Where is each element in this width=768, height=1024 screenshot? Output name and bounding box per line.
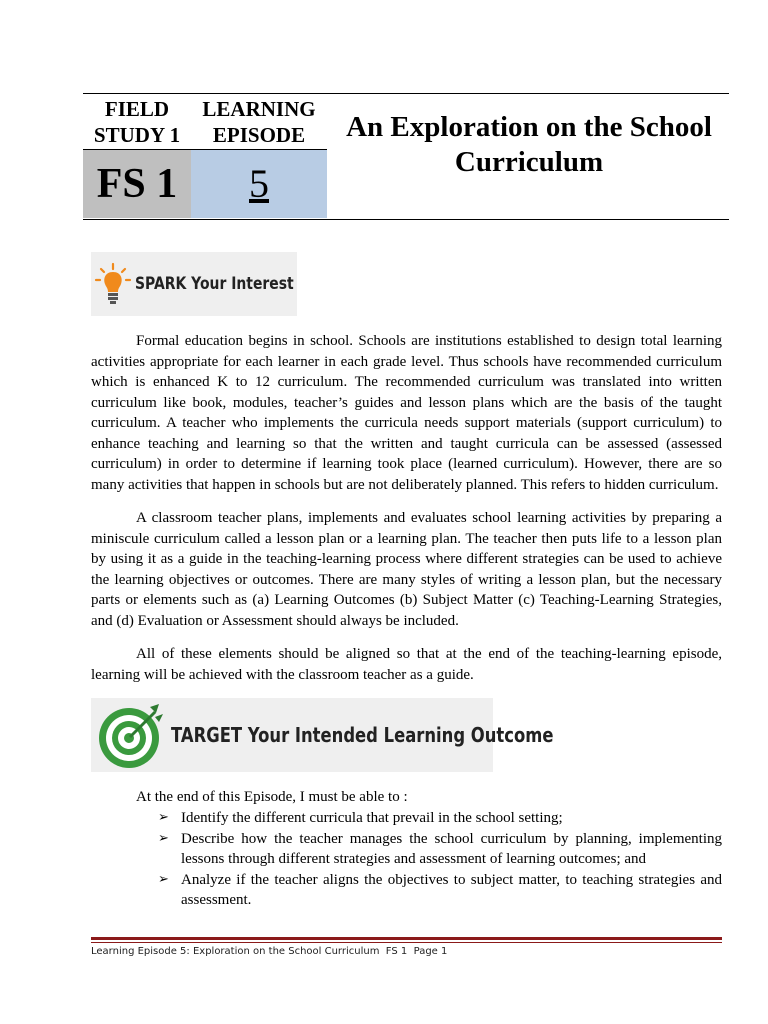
outcomes-list bbox=[158, 808, 722, 911]
target-banner-text: TARGET Your Intended Learning Outcome bbox=[171, 723, 554, 747]
footer-rule-thin bbox=[91, 942, 722, 943]
intro-paragraph-3 bbox=[91, 644, 722, 685]
arrow-bullet-icon: ➢ bbox=[158, 830, 169, 846]
episode-number: 5 bbox=[191, 150, 327, 218]
arrow-bullet-icon: ➢ bbox=[158, 810, 169, 825]
paragraph-3-text: All of these elements should be aligned so that at the end of the teaching-learning episode, learning will be achieved with the classroom teacher as a guide. bbox=[91, 646, 722, 683]
list-item bbox=[158, 870, 722, 911]
outcome-text: Analyze if the teacher aligns the objectives to subject matter, to teaching strategies and assessment. bbox=[181, 871, 722, 908]
outcome-text: Identify the different curricula that prevail in the school setting; bbox=[181, 810, 563, 826]
learning-episode-label bbox=[191, 96, 327, 148]
intro-paragraph-1 bbox=[91, 331, 722, 495]
target-outcome-banner bbox=[91, 698, 554, 772]
learning-label-line2: EPISODE bbox=[212, 123, 306, 147]
spark-interest-banner bbox=[91, 252, 297, 316]
course-code: FS 1 bbox=[83, 150, 191, 218]
outcome-text: Describe how the teacher manages the school curriculum by planning, implementing lessons through different strategies and assessment of learning outcomes; and bbox=[181, 830, 722, 867]
field-label-line1: FIELD bbox=[104, 97, 170, 121]
target-icon bbox=[93, 700, 165, 770]
outcomes-intro: At the end of this Episode, I must be able to : bbox=[136, 789, 408, 805]
intro-paragraph-2 bbox=[91, 508, 722, 631]
page-footer: Learning Episode 5: Exploration on the School Curriculum FS 1 Page 1 bbox=[91, 946, 448, 957]
field-label-line2: STUDY 1 bbox=[93, 123, 181, 147]
arrow-bullet-icon: ➢ bbox=[158, 871, 169, 887]
list-item bbox=[158, 829, 722, 870]
paragraph-2-text: A classroom teacher plans, implements and evaluates school learning activities by preparing a miniscule curriculum called a lesson plan or a learning plan. The teacher then puts life to a lesson plan by using it as a guide in the teaching-learning process where different strategies can be used to achieve the learning objectives or outcomes. There are many styles of writing a lesson plan, but the necessary parts or elements such as (a) Learning Outcomes (b) Subject Matter (c) Teaching-Learning Strategies, and (d) Evaluation or Assessment should always be included. bbox=[91, 510, 722, 629]
learning-label-line1: LEARNING bbox=[202, 97, 316, 121]
footer-rule-thick bbox=[91, 937, 722, 940]
paragraph-1-text: Formal education begins in school. Schools are institutions established to design total learning activities appropriate for each learner in each grade level. Thus schools have recommended curriculum which is enhanced K to 12 curriculum. The recommended curriculum was translated into written curriculum like book, modules, teacher’s guides and lesson plans which are the basis of the taught curriculum. A teacher who implements the curricula needs support materials (support curriculum) to enhance teaching and learning so that the written and taught curricula can be assessed (assessed curriculum) in order to determine if learning took place (learned curriculum). However, there are so many activities that happen in schools but are not deliberately planned. This refers to hidden curriculum. bbox=[91, 333, 722, 493]
field-study-label bbox=[83, 96, 191, 148]
spark-banner-text: SPARK Your Interest bbox=[135, 274, 294, 294]
list-item bbox=[158, 808, 722, 829]
lightbulb-icon bbox=[93, 262, 133, 306]
episode-header bbox=[83, 93, 729, 220]
episode-title: An Exploration on the School Curriculum bbox=[346, 111, 712, 178]
